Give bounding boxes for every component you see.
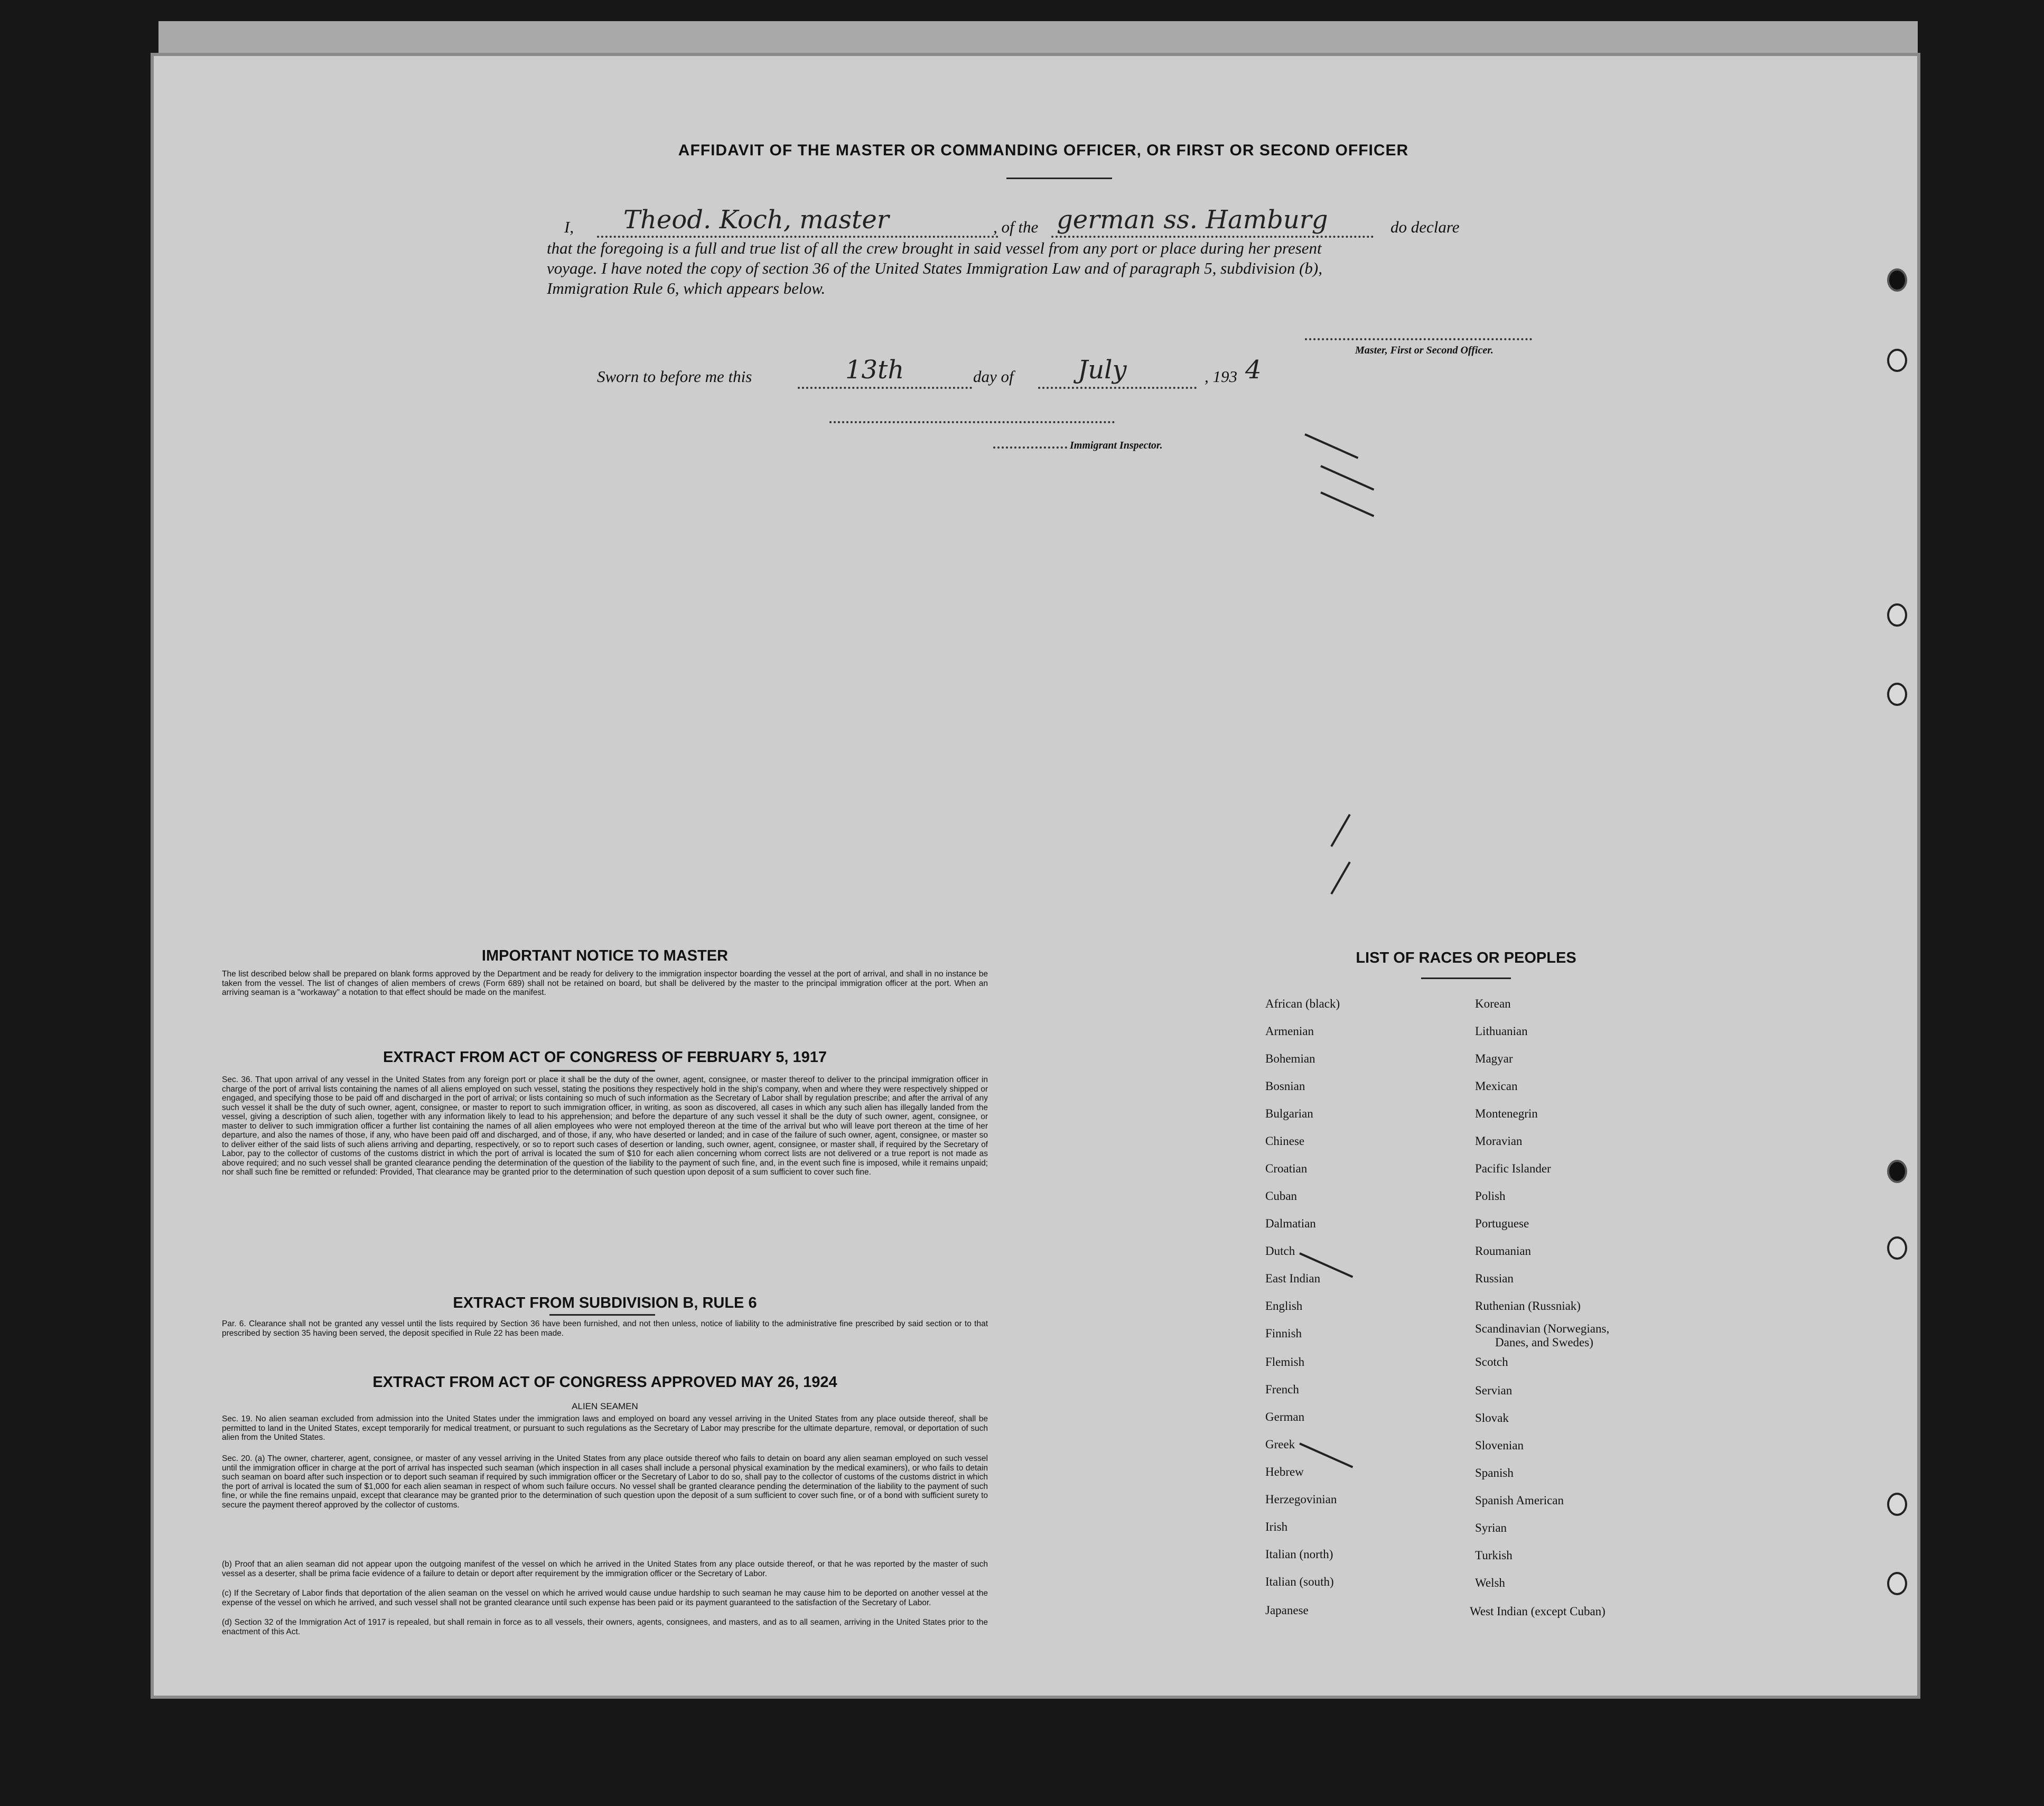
race-left: Armenian — [1265, 1025, 1314, 1038]
extract-1924-sec20c: (c) If the Secretary of Labor finds that deportation of the alien seaman on the vessel on which he arrived would cause undue hardship to such seaman he may cause him to be deported on another vessel at the expense of the vessel on which he arrived, and such vessel shall not be granted clearance until such expense has been paid or its payment guaranteed to the satisfaction of the Secretary of Labor. — [222, 1589, 988, 1607]
sworn-day-line — [798, 387, 972, 389]
race-right: Russian — [1475, 1272, 1514, 1285]
race-right: Lithuanian — [1475, 1025, 1528, 1038]
punch-hole — [1887, 268, 1907, 292]
race-right: Slovenian — [1475, 1439, 1524, 1452]
extract-1924-sec20a: Sec. 20. (a) The owner, charterer, agent, consignee, or master of any vessel arriving in the United States from any place outside thereof who fails to detain on board any alien seaman employed on such vessel until the immigration officer in charge at the port of arrival has inspected such seaman (which inspection in all cases shall include a personal physical examination by the medical examiners), or who fails to detain such seaman on board after such inspection or to deport such seaman if required by such immigration officer or the Secretary of Labor to do so, shall pay to the collector of customs of the customs district in which the port of arrival is located the sum of $1,000 for each alien seaman in respect of whom such failure occurs. No vessel shall be granted clearance pending the determination of the liability to the payment of such fine, or while the fine remains unpaid, except that clearance may be granted prior to the determination of such question upon the deposit of a sum sufficient to cover such fine, or of a bond with sufficient surety to secure the payment thereof approved by the collector of customs. — [222, 1454, 988, 1510]
race-left: Irish — [1265, 1520, 1288, 1533]
vessel-name-line — [1051, 236, 1374, 238]
extract-1917-title: EXTRACT FROM ACT OF CONGRESS OF FEBRUARY 5, 1917 — [382, 1049, 827, 1066]
race-left: Chinese — [1265, 1134, 1305, 1148]
race-left: Cuban — [1265, 1189, 1298, 1203]
rule6-title: EXTRACT FROM SUBDIVISION B, RULE 6 — [453, 1295, 757, 1311]
race-right: Pacific Islander — [1475, 1162, 1551, 1175]
race-right: Roumanian — [1475, 1244, 1532, 1258]
extract-1917-text: Sec. 36. That upon arrival of any vessel in the United States from any foreign port or place it shall be the duty of the owner, agent, consignee, or master thereof to deliver to the principal immigration officer in charge of the port of arrival lists containing the names of all aliens employed on such vessel, stating the positions they respectively hold in the ship's company, when and where they were respectively shipped or engaged, and specifying those to be paid off and discharged in the port of arrival; or lists containing so much of such information as the Secretary of Labor shall by regulation prescribe; and after the arrival of any such vessel it shall be the duty of such owner, agent, consignee, or master to report to such immigration officer, in writing, as soon as discovered, all cases in which any such alien has illegally landed from the vessel, giving a description of such alien, together with any information likely to lead to his apprehension; and before the departure of any such vessel it shall be the duty of such owner, agent, consignee, or master to deliver to such immigration officer a further list containing the names of all alien employees who were not employed thereon at the time of the arrival but who will leave port thereon at the time of her departure, and also the names of those, if any, who have been paid off and discharged, and of those, if any, who have deserted or landed; and in case of the failure of such owner, agent, consignee, or master so to deliver either of the said lists of such aliens arriving and departing, respectively, or so to report such cases of desertion or landing, such owner, agent, consignee, or master shall, if required by the Secretary of Labor, pay to the collector of customs of the customs district in which the port of arrival is located the sum of $10 for each alien concerning whom correct lists are not delivered or a true report is not made as above required; and no such vessel shall be granted clearance pending the determination of the question of the liability to the payment of such fine, and, in the event such fine is imposed, while it remains unpaid; nor shall such fine be remitted or refunded: Provided, That clearance may be granted prior to the determination of such question upon deposit of a sum sufficient to cover such fine. — [222, 1075, 988, 1177]
punch-hole — [1887, 1493, 1907, 1516]
master-signature-line — [1305, 338, 1532, 340]
year-prefix: , 193 — [1205, 367, 1237, 386]
race-left: Bohemian — [1265, 1052, 1315, 1065]
race-right: Korean — [1475, 997, 1511, 1010]
race-right: Syrian — [1475, 1521, 1507, 1534]
affidavit-of-the: , of the — [993, 218, 1039, 236]
notice-text: The list described below shall be prepared on blank forms approved by the Department and be ready for delivery to the immigration inspector boarding the vessel at the port of arrival, and shall in no instance be taken from the vessel. The list of changes of alien members of crews (Form 689) shall not be retained on board, but shall be delivered by the master to the principal immigration officer at the port. When an arriving seaman is a "workaway" a notation to that effect should be made on the manifest. — [222, 970, 988, 997]
sworn-month-line — [1038, 387, 1197, 389]
race-right: Turkish — [1475, 1549, 1513, 1562]
race-right: Slovak — [1475, 1411, 1509, 1425]
race-left: English — [1265, 1299, 1303, 1312]
extract-1924-title: EXTRACT FROM ACT OF CONGRESS APPROVED MAY 26, 1924 — [372, 1374, 837, 1391]
sworn-year-digit: 4 — [1245, 355, 1262, 385]
sworn-label: Sworn to before me this — [597, 367, 752, 386]
day-of-label: day of — [973, 367, 1014, 386]
race-left: French — [1265, 1383, 1299, 1396]
race-left: Herzegovinian — [1265, 1493, 1337, 1506]
race-right: Spanish American — [1475, 1494, 1564, 1507]
races-title: LIST OF RACES OR PEOPLES — [1356, 949, 1576, 966]
race-right: Ruthenian (Russniak) — [1475, 1299, 1581, 1312]
affidavit-title: AFFIDAVIT OF THE MASTER OR COMMANDING OFFICER, OR FIRST OR SECOND OFFICER — [678, 142, 1409, 159]
race-left: Finnish — [1265, 1327, 1302, 1340]
race-right: Moravian — [1475, 1134, 1523, 1148]
race-right: Danes, and Swedes) — [1495, 1336, 1593, 1349]
rule6-underline — [549, 1314, 655, 1316]
race-left: East Indian — [1265, 1272, 1321, 1285]
races-underline — [1421, 978, 1511, 979]
master-name-line — [597, 236, 998, 238]
vessel-name: german ss. Hamburg — [1057, 205, 1328, 235]
rule6-text: Par. 6. Clearance shall not be granted any vessel until the lists required by Section 36 have been furnished, and not then unless, notice of liability to the administrative fine prescribed by said section or to that prescribed by section 35 having been served, the deposit specified in Rule 22 has been made. — [222, 1319, 988, 1338]
punch-hole — [1887, 1160, 1907, 1183]
race-left: Dalmatian — [1265, 1217, 1316, 1230]
extract-1924-sec19: Sec. 19. No alien seaman excluded from admission into the United States under the immigration laws and employed on board any vessel arriving in the United States from any place outside thereof, shall be permitted to land in the United States, except temporarily for medical treatment, or pursuant to such regulations as the Secretary of Labor may prescribe for the ultimate departure, removal, or deportation of such alien from the United States. — [222, 1414, 988, 1442]
race-left: Bulgarian — [1265, 1107, 1313, 1120]
affidavit-do-declare: do declare — [1390, 218, 1460, 236]
punch-hole — [1887, 603, 1907, 627]
race-right: Magyar — [1475, 1052, 1513, 1065]
race-right: Scandinavian (Norwegians, — [1475, 1322, 1610, 1335]
race-right: West Indian (except Cuban) — [1470, 1605, 1606, 1618]
race-left: Italian (north) — [1265, 1548, 1333, 1561]
punch-hole — [1887, 1572, 1907, 1595]
race-left: Hebrew — [1265, 1465, 1304, 1478]
race-left: Croatian — [1265, 1162, 1308, 1175]
race-left: African (black) — [1265, 997, 1340, 1010]
race-right: Portuguese — [1475, 1217, 1529, 1230]
race-left: Italian (south) — [1265, 1575, 1334, 1588]
affidavit-line2: that the foregoing is a full and true list of all the crew brought in said vessel from any port or place during her present — [547, 239, 1322, 257]
manifest-page — [151, 53, 1920, 1699]
race-right: Mexican — [1475, 1079, 1518, 1093]
sworn-month: July — [1078, 355, 1127, 385]
race-right: Spanish — [1475, 1466, 1514, 1479]
inspector-signature-line — [829, 421, 1115, 423]
affidavit-i: I, — [564, 218, 574, 236]
punch-hole — [1887, 349, 1907, 372]
race-left: Japanese — [1265, 1604, 1309, 1617]
race-left: Bosnian — [1265, 1079, 1305, 1093]
affidavit-line4: Immigration Rule 6, which appears below. — [547, 279, 826, 297]
extract-1917-underline — [549, 1070, 655, 1072]
race-left: Dutch — [1265, 1244, 1295, 1258]
race-right: Welsh — [1475, 1576, 1505, 1589]
punch-hole — [1887, 1236, 1907, 1260]
race-right: Polish — [1475, 1189, 1506, 1203]
extract-1924-sec20d: (d) Section 32 of the Immigration Act of 1917 is repealed, but shall remain in force as to all vessels, their owners, agents, consignees, and masters, and as to all seamen, arriving in the United States prior to the enactment of this Act. — [222, 1618, 988, 1636]
affidavit-line3: voyage. I have noted the copy of section 36 of the United States Immigration Law and of paragraph 5, subdivision (b), — [547, 259, 1322, 277]
master-name: Theod. Koch, master — [623, 205, 889, 235]
notice-title: IMPORTANT NOTICE TO MASTER — [481, 947, 729, 964]
race-right: Servian — [1475, 1384, 1513, 1397]
extract-1924-sec20b: (b) Proof that an alien seaman did not appear upon the outgoing manifest of the vessel on which he arrived in the United States from any place outside thereof, or that he was reported by the master of such vessel as a deserter, shall be prima facie evidence of a failure to detain or deport after requirement by the immigration officer or the Secretary of Labor. — [222, 1560, 988, 1578]
title-underline — [1006, 178, 1112, 179]
race-right: Montenegrin — [1475, 1107, 1538, 1120]
sworn-day: 13th — [845, 355, 904, 385]
race-left: German — [1265, 1410, 1305, 1423]
race-right: Scotch — [1475, 1355, 1508, 1369]
punch-hole — [1887, 683, 1907, 706]
inspector-label: Immigrant Inspector. — [1070, 440, 1163, 451]
race-left: Greek — [1265, 1438, 1295, 1451]
race-left: Flemish — [1265, 1355, 1305, 1369]
master-signature-label: Master, First or Second Officer. — [1355, 345, 1494, 356]
extract-1924-subtitle: ALIEN SEAMEN — [572, 1401, 638, 1411]
inspector-dots — [993, 446, 1067, 449]
